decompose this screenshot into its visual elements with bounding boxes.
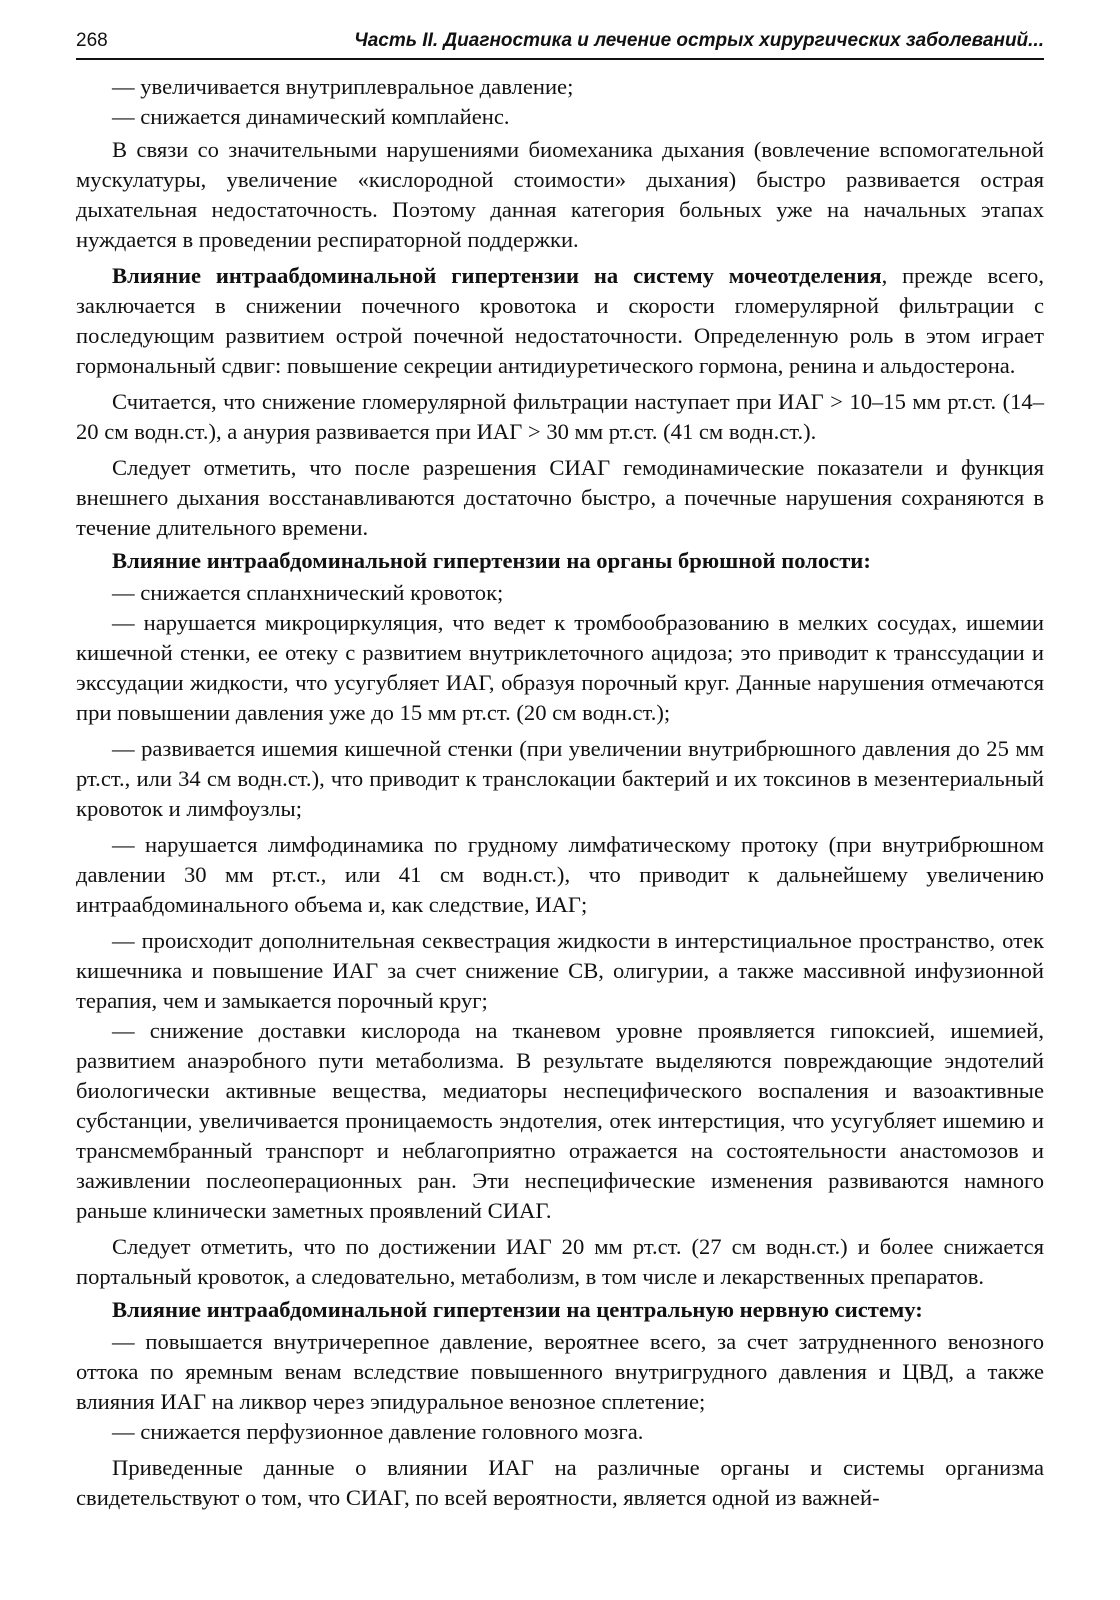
paragraph-text: , прежде всего, заключается в снижении почечного кровотока и скорости гломерулярной фильтрации с последующим развитием острой почечной недостаточности. Определенную роль в этом играет гормональный сдвиг: повышение секреции антидиуретического гормона, ренина и альдостерона. xyxy=(76,263,1044,378)
paragraph: В связи со значительными нарушениями биомеханика дыхания (вовлечение вспомогательной мускулатуры, увеличение «кислородной стоимости» дыхания) быстро развивается острая дыхательная недостаточность. Поэтому данная категория больных уже на начальных этапах нуждается в проведении респираторной поддержки. xyxy=(76,137,1044,252)
running-title: Часть II. Диагностика и лечение острых хирургических заболеваний... xyxy=(354,30,1044,51)
paragraph: Следует отметить, что после разрешения СИАГ гемодинамические показатели и функция внешнего дыхания восстанавливаются достаточно быстро, а почечные нарушения сохраняются в течение длительного времени. xyxy=(76,455,1044,540)
body-text xyxy=(76,72,1044,1513)
page-header xyxy=(76,30,1044,60)
list-item: — снижение доставки кислорода на тканевом уровне проявляется гипоксией, ишемией, развитием анаэробного пути метаболизма. В результате выделяются повреждающие эндотелий биологически активные вещества, медиаторы неспецифического воспаления и вазоактивные субстанции, увеличивается проницаемость эндотелия, отек интерстиция, что усугубляет ишемию и трансмембранный транспорт и неблагоприятно отражается на состоятельности анастомозов и заживлении послеоперационных ран. Эти неспецифические изменения развиваются намного раньше клинически заметных проявлений СИАГ. xyxy=(76,1018,1044,1223)
list-item: — развивается ишемия кишечной стенки (при увеличении внутрибрюшного давления до 25 мм рт.ст., или 34 см водн.ст.), что приводит к транслокации бактерий и их токсинов в мезентериальный кровоток и лимфоузлы; xyxy=(76,736,1044,821)
section-heading: Влияние интраабдоминальной гипертензии на центральную нервную систему: xyxy=(112,1297,923,1322)
list-item: — нарушается микроциркуляция, что ведет к тромбообразованию в мелких сосудах, ишемии кишечной стенки, ее отеку с развитием внутриклеточного ацидоза; это приводит к транссудации и экссудации жидкости, что усугубляет ИАГ, образуя порочный круг. Данные нарушения отмечаются при повышении давления уже до 15 мм рт.ст. (20 см водн.ст.); xyxy=(76,610,1044,725)
paragraph: Следует отметить, что по достижении ИАГ 20 мм рт.ст. (27 см водн.ст.) и более снижается портальный кровоток, а следовательно, метаболизм, в том числе и лекарственных препаратов. xyxy=(76,1234,1044,1289)
paragraph xyxy=(76,261,1044,381)
list-item: — увеличивается внутриплевральное давление; xyxy=(112,74,574,99)
inline-bold-term: Влияние интраабдоминальной гипертензии на систему мочеотделения xyxy=(112,263,882,288)
paragraph: Считается, что снижение гломерулярной фильтрации наступает при ИАГ > 10–15 мм рт.ст. (14–20 см водн.ст.), а анурия развивается при ИАГ > 30 мм рт.ст. (41 см водн.ст.). xyxy=(76,389,1044,444)
list-item: — нарушается лимфодинамика по грудному лимфатическому протоку (при внутрибрюшном давлении 30 мм рт.ст., или 41 см водн.ст.), что приводит к дальнейшему увеличению интраабдоминального объема и, как следствие, ИАГ; xyxy=(76,832,1044,917)
section-heading: Влияние интраабдоминальной гипертензии на органы брюшной полости: xyxy=(112,548,871,573)
list-item: — снижается перфузионное давление головного мозга. xyxy=(112,1419,644,1444)
paragraph: Приведенные данные о влиянии ИАГ на различные органы и системы организма свидетельствуют о том, что СИАГ, по всей вероятности, является одной из важней- xyxy=(76,1455,1044,1510)
list-item: — снижается спланхнический кровоток; xyxy=(112,580,504,605)
list-item: — снижается динамический комплайенс. xyxy=(112,104,510,129)
list-item: — повышается внутричерепное давление, вероятнее всего, за счет затрудненного венозного оттока по яремным венам вследствие повышенного внутригрудного давления и ЦВД, а также влияния ИАГ на ликвор через эпидуральное венозное сплетение; xyxy=(76,1329,1044,1414)
list-item: — происходит дополнительная секвестрация жидкости в интерстициальное пространство, отек кишечника и повышение ИАГ за счет снижение СВ, олигурии, а также массивной инфузионной терапия, чем и замыкается порочный круг; xyxy=(76,928,1044,1013)
page-number: 268 xyxy=(76,30,108,51)
